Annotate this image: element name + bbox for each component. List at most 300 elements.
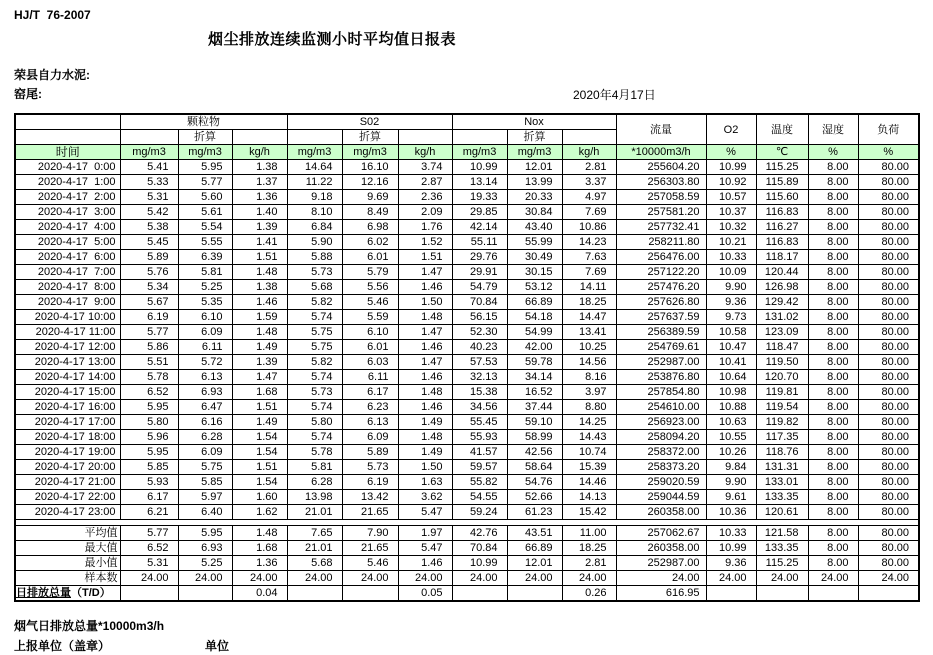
value-cell: 8.00 (808, 355, 858, 370)
value-cell: 29.91 (452, 265, 507, 280)
value-cell: 6.28 (178, 430, 232, 445)
unit-header: % (706, 145, 756, 160)
value-cell: 6.17 (342, 385, 398, 400)
value-cell: 80.00 (858, 190, 919, 205)
value-cell: 7.63 (562, 250, 616, 265)
time-cell: 2020-4-17 13:00 (15, 355, 120, 370)
daily-total-cell (756, 586, 808, 602)
value-cell: 29.85 (452, 205, 507, 220)
daily-total-cell (120, 586, 178, 602)
value-cell: 80.00 (858, 475, 919, 490)
value-cell: 254610.00 (616, 400, 706, 415)
value-cell: 8.49 (342, 205, 398, 220)
value-cell: 115.89 (756, 175, 808, 190)
value-cell: 5.77 (178, 175, 232, 190)
standard-code: HJ/T 76-2007 (14, 8, 91, 22)
value-cell: 9.36 (706, 295, 756, 310)
value-cell: 9.73 (706, 310, 756, 325)
value-cell: 6.11 (342, 370, 398, 385)
value-cell: 1.46 (398, 340, 452, 355)
summary-row (15, 541, 919, 556)
value-cell: 115.25 (756, 160, 808, 175)
value-cell: 5.51 (120, 355, 178, 370)
value-cell: 259020.59 (616, 475, 706, 490)
summary-value-cell: 5.46 (342, 556, 398, 571)
value-cell: 10.57 (706, 190, 756, 205)
value-cell: 1.50 (398, 460, 452, 475)
value-cell: 21.65 (342, 505, 398, 520)
daily-total-cell (858, 586, 919, 602)
summary-value-cell: 1.36 (232, 556, 287, 571)
value-cell: 14.47 (562, 310, 616, 325)
summary-value-cell: 1.46 (398, 556, 452, 571)
value-cell: 8.00 (808, 400, 858, 415)
value-cell: 5.56 (342, 280, 398, 295)
value-cell: 61.23 (507, 505, 562, 520)
value-cell: 6.39 (178, 250, 232, 265)
summary-value-cell: 6.93 (178, 541, 232, 556)
value-cell: 1.48 (232, 325, 287, 340)
value-cell: 258094.20 (616, 430, 706, 445)
value-cell: 5.82 (287, 355, 342, 370)
value-cell: 29.76 (452, 250, 507, 265)
value-cell: 59.24 (452, 505, 507, 520)
summary-value-cell: 7.65 (287, 526, 342, 541)
summary-value-cell: 24.00 (706, 571, 756, 586)
value-cell: 5.95 (178, 160, 232, 175)
group-header-so2: S02 (287, 114, 452, 130)
value-cell: 256476.00 (616, 250, 706, 265)
value-cell: 6.52 (120, 385, 178, 400)
unit-header: mg/m3 (452, 145, 507, 160)
time-cell: 2020-4-17 17:00 (15, 415, 120, 430)
value-cell: 5.67 (120, 295, 178, 310)
value-cell: 1.49 (398, 415, 452, 430)
value-cell: 12.16 (342, 175, 398, 190)
value-cell: 5.89 (120, 250, 178, 265)
value-cell: 1.63 (398, 475, 452, 490)
value-cell: 6.10 (342, 325, 398, 340)
value-cell: 6.10 (178, 310, 232, 325)
unit-header: kg/h (398, 145, 452, 160)
summary-value-cell: 24.00 (562, 571, 616, 586)
value-cell: 42.56 (507, 445, 562, 460)
data-row (15, 280, 919, 295)
daily-total-cell (342, 586, 398, 602)
value-cell: 54.18 (507, 310, 562, 325)
value-cell: 54.79 (452, 280, 507, 295)
value-cell: 6.84 (287, 220, 342, 235)
value-cell: 7.69 (562, 265, 616, 280)
summary-label: 最小值 (15, 556, 120, 571)
value-cell: 10.41 (706, 355, 756, 370)
time-cell: 2020-4-17 20:00 (15, 460, 120, 475)
value-cell: 10.58 (706, 325, 756, 340)
value-cell: 6.02 (342, 235, 398, 250)
unit-header: kg/h (232, 145, 287, 160)
value-cell: 6.28 (287, 475, 342, 490)
summary-value-cell: 24.00 (616, 571, 706, 586)
daily-total-label: 日排放总量（T/D） (15, 586, 120, 602)
summary-value-cell: 24.00 (232, 571, 287, 586)
summary-value-cell: 24.00 (858, 571, 919, 586)
value-cell: 131.31 (756, 460, 808, 475)
value-cell: 8.00 (808, 160, 858, 175)
value-cell: 1.37 (232, 175, 287, 190)
value-cell: 8.00 (808, 280, 858, 295)
value-cell: 5.95 (120, 400, 178, 415)
value-cell: 8.80 (562, 400, 616, 415)
value-cell: 126.98 (756, 280, 808, 295)
summary-label: 样本数 (15, 571, 120, 586)
time-cell: 2020-4-17 8:00 (15, 280, 120, 295)
unit-header: mg/m3 (120, 145, 178, 160)
value-cell: 1.46 (232, 295, 287, 310)
summary-value-cell: 24.00 (178, 571, 232, 586)
unit-header: ℃ (756, 145, 808, 160)
blank-header-cell (287, 130, 342, 145)
value-cell: 6.17 (120, 490, 178, 505)
unit-header: *10000m3/h (616, 145, 706, 160)
value-cell: 6.16 (178, 415, 232, 430)
value-cell: 6.09 (342, 430, 398, 445)
group-header-nox: Nox (452, 114, 616, 130)
value-cell: 8.00 (808, 370, 858, 385)
value-cell: 80.00 (858, 430, 919, 445)
value-cell: 5.72 (178, 355, 232, 370)
summary-value-cell: 5.95 (178, 526, 232, 541)
time-cell: 2020-4-17 11:00 (15, 325, 120, 340)
value-cell: 80.00 (858, 220, 919, 235)
value-cell: 6.19 (342, 475, 398, 490)
units-header-row (15, 145, 919, 160)
value-cell: 116.27 (756, 220, 808, 235)
daily-total-cell (808, 586, 858, 602)
data-row (15, 490, 919, 505)
value-cell: 15.38 (452, 385, 507, 400)
value-cell: 1.39 (232, 355, 287, 370)
value-cell: 5.59 (342, 310, 398, 325)
time-cell: 2020-4-17 12:00 (15, 340, 120, 355)
value-cell: 10.74 (562, 445, 616, 460)
value-cell: 10.63 (706, 415, 756, 430)
value-cell: 10.37 (706, 205, 756, 220)
summary-value-cell: 12.01 (507, 556, 562, 571)
value-cell: 13.41 (562, 325, 616, 340)
value-cell: 6.98 (342, 220, 398, 235)
value-cell: 5.75 (287, 340, 342, 355)
summary-value-cell: 18.25 (562, 541, 616, 556)
value-cell: 257637.59 (616, 310, 706, 325)
summary-value-cell: 70.84 (452, 541, 507, 556)
summary-value-cell: 133.35 (756, 541, 808, 556)
value-cell: 5.78 (287, 445, 342, 460)
value-cell: 5.80 (287, 415, 342, 430)
value-cell: 42.14 (452, 220, 507, 235)
value-cell: 8.10 (287, 205, 342, 220)
value-cell: 10.64 (706, 370, 756, 385)
time-cell: 2020-4-17 0:00 (15, 160, 120, 175)
value-cell: 52.66 (507, 490, 562, 505)
value-cell: 1.52 (398, 235, 452, 250)
value-cell: 32.13 (452, 370, 507, 385)
value-cell: 30.15 (507, 265, 562, 280)
value-cell: 59.78 (507, 355, 562, 370)
daily-total-cell (706, 586, 756, 602)
value-cell: 129.42 (756, 295, 808, 310)
value-cell: 131.02 (756, 310, 808, 325)
summary-row (15, 526, 919, 541)
daily-total-cell: 0.04 (232, 586, 287, 602)
value-cell: 80.00 (858, 235, 919, 250)
data-row (15, 160, 919, 175)
summary-value-cell: 1.48 (232, 526, 287, 541)
value-cell: 5.34 (120, 280, 178, 295)
value-cell: 256923.00 (616, 415, 706, 430)
value-cell: 120.44 (756, 265, 808, 280)
value-cell: 9.61 (706, 490, 756, 505)
value-cell: 15.42 (562, 505, 616, 520)
time-cell: 2020-4-17 19:00 (15, 445, 120, 460)
value-cell: 9.90 (706, 280, 756, 295)
value-cell: 1.50 (398, 295, 452, 310)
daily-total-cell: 0.26 (562, 586, 616, 602)
value-cell: 10.98 (706, 385, 756, 400)
summary-value-cell: 5.31 (120, 556, 178, 571)
value-cell: 57.53 (452, 355, 507, 370)
value-cell: 10.33 (706, 250, 756, 265)
unit-header: mg/m3 (287, 145, 342, 160)
value-cell: 1.38 (232, 160, 287, 175)
value-cell: 3.62 (398, 490, 452, 505)
daily-total-cell (287, 586, 342, 602)
value-cell: 40.23 (452, 340, 507, 355)
time-cell: 2020-4-17 1:00 (15, 175, 120, 190)
value-cell: 258372.00 (616, 445, 706, 460)
data-row (15, 475, 919, 490)
blank-header-cell (15, 114, 120, 130)
value-cell: 5.78 (120, 370, 178, 385)
value-cell: 6.93 (178, 385, 232, 400)
value-cell: 5.77 (120, 325, 178, 340)
value-cell: 5.97 (178, 490, 232, 505)
data-row (15, 310, 919, 325)
time-cell: 2020-4-17 10:00 (15, 310, 120, 325)
value-cell: 54.76 (507, 475, 562, 490)
value-cell: 1.68 (232, 385, 287, 400)
value-cell: 80.00 (858, 400, 919, 415)
value-cell: 1.59 (232, 310, 287, 325)
time-header: 时间 (15, 145, 120, 160)
value-cell: 10.09 (706, 265, 756, 280)
value-cell: 42.00 (507, 340, 562, 355)
value-cell: 119.82 (756, 415, 808, 430)
value-cell: 10.88 (706, 400, 756, 415)
value-cell: 9.84 (706, 460, 756, 475)
unit-header: mg/m3 (342, 145, 398, 160)
header-temperature: 温度 (756, 114, 808, 145)
value-cell: 5.25 (178, 280, 232, 295)
value-cell: 11.22 (287, 175, 342, 190)
time-cell: 2020-4-17 15:00 (15, 385, 120, 400)
value-cell: 1.51 (232, 400, 287, 415)
value-cell: 133.01 (756, 475, 808, 490)
header-load: 负荷 (858, 114, 919, 145)
value-cell: 259044.59 (616, 490, 706, 505)
value-cell: 1.46 (398, 280, 452, 295)
value-cell: 3.37 (562, 175, 616, 190)
value-cell: 8.00 (808, 205, 858, 220)
value-cell: 80.00 (858, 295, 919, 310)
unit-header: kg/h (562, 145, 616, 160)
blank-header-cell (562, 130, 616, 145)
value-cell: 5.93 (120, 475, 178, 490)
value-cell: 1.47 (232, 370, 287, 385)
value-cell: 119.81 (756, 385, 808, 400)
data-row (15, 460, 919, 475)
value-cell: 256303.80 (616, 175, 706, 190)
summary-value-cell: 8.00 (808, 556, 858, 571)
summary-value-cell: 24.00 (287, 571, 342, 586)
unit-label: 单位 (205, 639, 230, 653)
value-cell: 10.21 (706, 235, 756, 250)
site-name: 窑尾: (14, 87, 42, 101)
summary-value-cell: 80.00 (858, 556, 919, 571)
value-cell: 80.00 (858, 340, 919, 355)
value-cell: 8.00 (808, 175, 858, 190)
value-cell: 10.25 (562, 340, 616, 355)
value-cell: 258211.80 (616, 235, 706, 250)
value-cell: 1.49 (398, 445, 452, 460)
value-cell: 10.26 (706, 445, 756, 460)
value-cell: 2.09 (398, 205, 452, 220)
summary-value-cell: 5.47 (398, 541, 452, 556)
value-cell: 5.60 (178, 190, 232, 205)
summary-value-cell: 2.81 (562, 556, 616, 571)
summary-label: 平均值 (15, 526, 120, 541)
value-cell: 6.03 (342, 355, 398, 370)
value-cell: 5.47 (398, 505, 452, 520)
time-cell: 2020-4-17 9:00 (15, 295, 120, 310)
value-cell: 257122.20 (616, 265, 706, 280)
value-cell: 6.09 (178, 445, 232, 460)
value-cell: 133.35 (756, 490, 808, 505)
value-cell: 3.74 (398, 160, 452, 175)
value-cell: 14.23 (562, 235, 616, 250)
daily-total-cell (178, 586, 232, 602)
value-cell: 258373.20 (616, 460, 706, 475)
value-cell: 3.97 (562, 385, 616, 400)
value-cell: 1.60 (232, 490, 287, 505)
value-cell: 8.00 (808, 430, 858, 445)
value-cell: 80.00 (858, 310, 919, 325)
value-cell: 257732.41 (616, 220, 706, 235)
value-cell: 16.52 (507, 385, 562, 400)
value-cell: 8.00 (808, 340, 858, 355)
summary-value-cell: 1.68 (232, 541, 287, 556)
daily-total-cell: 0.05 (398, 586, 452, 602)
value-cell: 8.00 (808, 310, 858, 325)
value-cell: 5.38 (120, 220, 178, 235)
value-cell: 5.42 (120, 205, 178, 220)
time-cell: 2020-4-17 14:00 (15, 370, 120, 385)
value-cell: 10.92 (706, 175, 756, 190)
value-cell: 5.31 (120, 190, 178, 205)
value-cell: 257854.80 (616, 385, 706, 400)
converted-label: 折算 (342, 130, 398, 145)
value-cell: 6.47 (178, 400, 232, 415)
value-cell: 5.82 (287, 295, 342, 310)
value-cell: 14.64 (287, 160, 342, 175)
value-cell: 8.00 (808, 490, 858, 505)
value-cell: 14.25 (562, 415, 616, 430)
value-cell: 53.12 (507, 280, 562, 295)
value-cell: 41.57 (452, 445, 507, 460)
unit-header: mg/m3 (507, 145, 562, 160)
summary-value-cell: 24.00 (120, 571, 178, 586)
value-cell: 1.39 (232, 220, 287, 235)
monitoring-table (14, 113, 920, 602)
value-cell: 257058.59 (616, 190, 706, 205)
value-cell: 13.99 (507, 175, 562, 190)
value-cell: 1.51 (232, 460, 287, 475)
summary-value-cell: 10.99 (706, 541, 756, 556)
value-cell: 5.85 (120, 460, 178, 475)
unit-header: % (858, 145, 919, 160)
data-row (15, 505, 919, 520)
value-cell: 80.00 (858, 265, 919, 280)
header-humidity: 湿度 (808, 114, 858, 145)
summary-value-cell: 257062.67 (616, 526, 706, 541)
summary-value-cell: 24.00 (507, 571, 562, 586)
value-cell: 6.19 (120, 310, 178, 325)
value-cell: 1.38 (232, 280, 287, 295)
value-cell: 8.00 (808, 415, 858, 430)
value-cell: 5.33 (120, 175, 178, 190)
summary-value-cell: 8.00 (808, 541, 858, 556)
reporting-unit-label: 上报单位（盖章） (14, 639, 111, 653)
value-cell: 9.18 (287, 190, 342, 205)
value-cell: 5.73 (287, 265, 342, 280)
value-cell: 8.00 (808, 505, 858, 520)
summary-value-cell: 66.89 (507, 541, 562, 556)
data-row (15, 325, 919, 340)
blank-header-cell (232, 130, 287, 145)
value-cell: 6.09 (178, 325, 232, 340)
group-header-particulate: 颗粒物 (120, 114, 287, 130)
value-cell: 1.76 (398, 220, 452, 235)
summary-value-cell: 6.52 (120, 541, 178, 556)
value-cell: 119.50 (756, 355, 808, 370)
value-cell: 5.73 (287, 385, 342, 400)
daily-total-cell: 616.95 (616, 586, 706, 602)
page-title: 烟尘排放连续监测小时平均值日报表 (208, 31, 457, 48)
value-cell: 252987.00 (616, 355, 706, 370)
value-cell: 80.00 (858, 250, 919, 265)
value-cell: 13.98 (287, 490, 342, 505)
value-cell: 5.96 (120, 430, 178, 445)
value-cell: 6.13 (178, 370, 232, 385)
value-cell: 14.43 (562, 430, 616, 445)
value-cell: 257626.80 (616, 295, 706, 310)
data-row (15, 415, 919, 430)
summary-value-cell: 21.65 (342, 541, 398, 556)
header-flow: 流量 (616, 114, 706, 145)
value-cell: 14.11 (562, 280, 616, 295)
value-cell: 120.61 (756, 505, 808, 520)
value-cell: 55.11 (452, 235, 507, 250)
value-cell: 10.32 (706, 220, 756, 235)
